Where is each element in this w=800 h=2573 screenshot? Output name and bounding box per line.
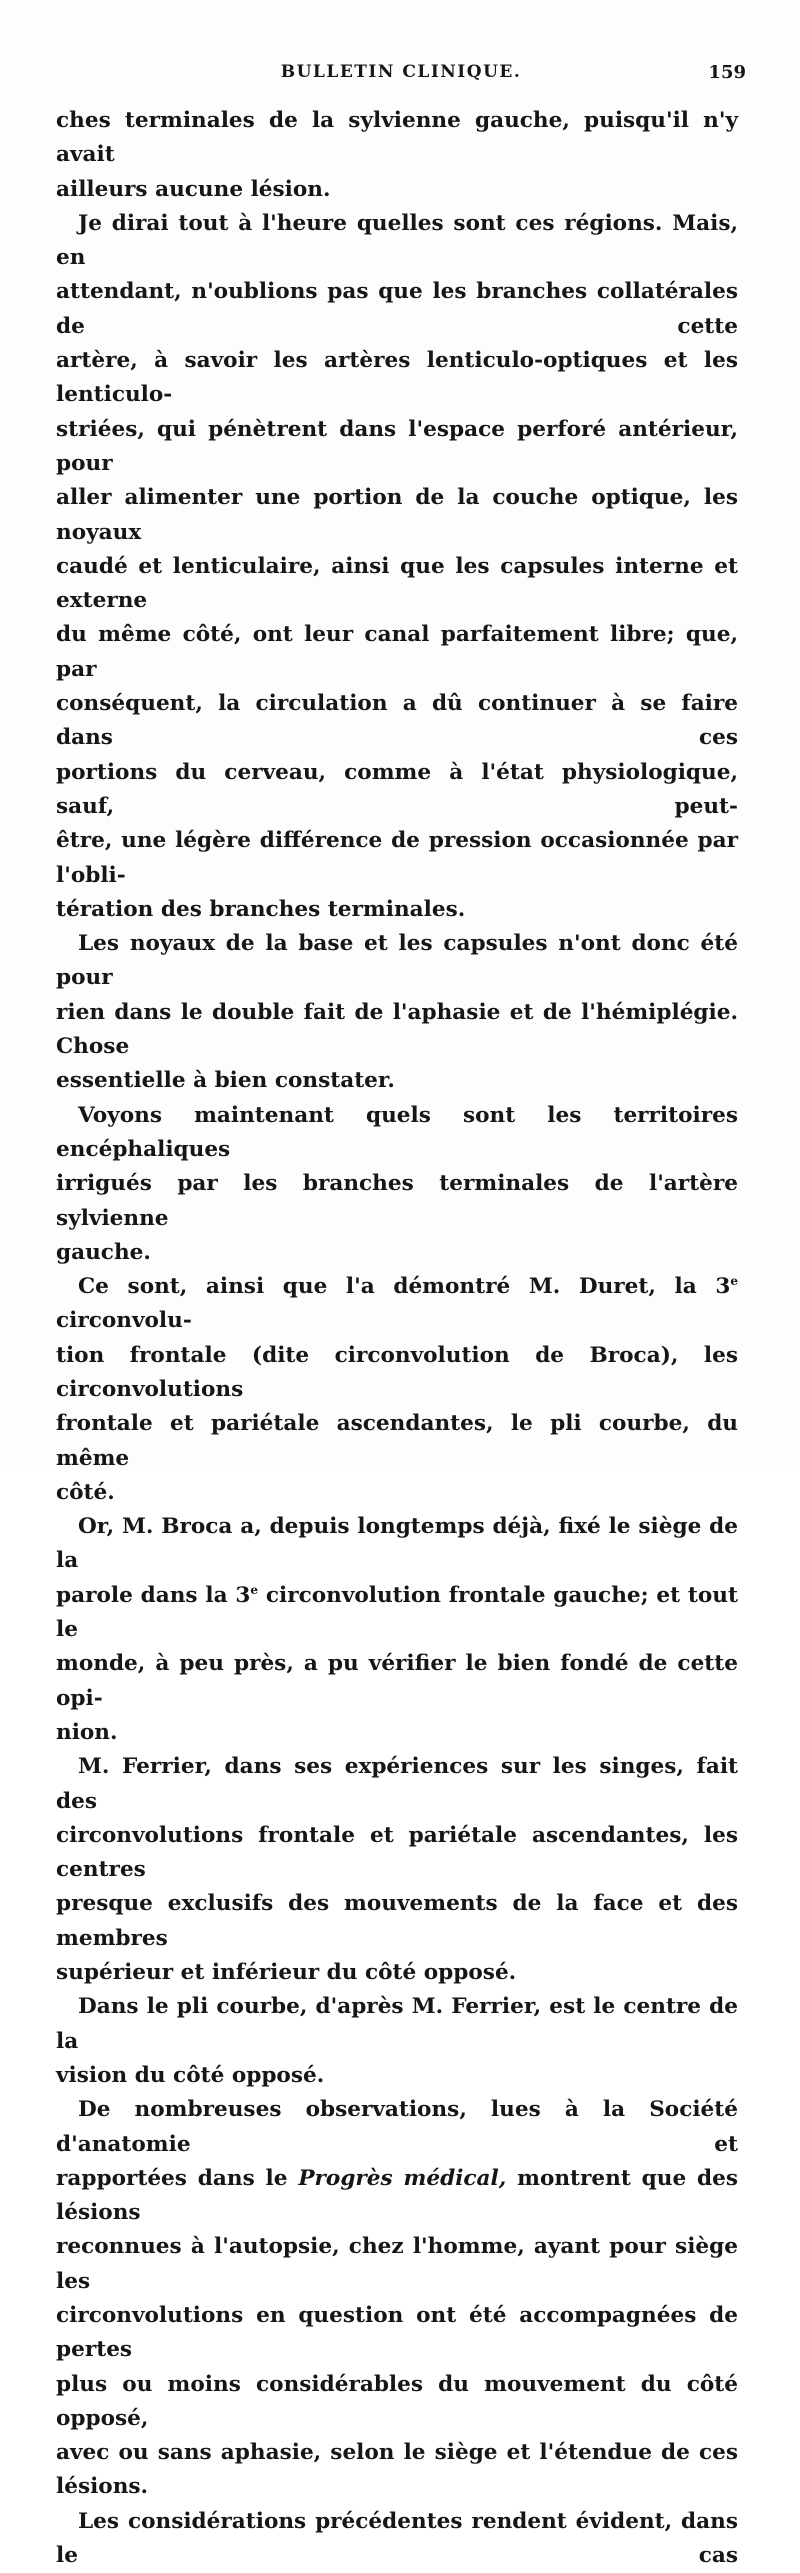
running-title: BULLETIN CLINIQUE.	[280, 62, 522, 82]
text-line: rapportées dans le Progrès médical, montrent que des lésions	[56, 2165, 738, 2226]
text-line: ches terminales de la sylvienne gauche, puisqu'il n'y avait	[56, 108, 738, 168]
text-line: M. Ferrier, dans ses expériences sur les singes, fait des	[56, 1754, 738, 1814]
text-line: plus ou moins considérables du mouvement du côté opposé,	[56, 2371, 738, 2431]
text-line: monde, à peu près, a pu vérifier le bien fondé de cette opi-	[56, 1651, 738, 1711]
text-line: attendant, n'oublions pas que les branches collatérales de cette	[56, 279, 738, 339]
text-line: rien dans le double fait de l'aphasie et de l'hémiplégie. Chose	[56, 999, 738, 1060]
text-line: Voyons maintenant quels sont les territoires encéphaliques	[56, 1102, 738, 1162]
text-line: ailleurs aucune lésion.	[56, 176, 331, 202]
text-line: irrigués par les branches terminales de l'artère sylvienne	[56, 1171, 738, 1231]
text-line: supérieur et inférieur du côté opposé.	[56, 1960, 517, 1986]
text-line: Dans le pli courbe, d'après M. Ferrier, est le centre de la	[56, 1994, 738, 2054]
text-line: circonvolutions en question ont été accompagnées de pertes	[56, 2303, 738, 2363]
text-line: parole dans la 3e circonvolution frontale gauche; et tout le	[56, 1582, 738, 1643]
text-line: côté.	[56, 1479, 115, 1505]
text-line: striées, qui pénètrent dans l'espace perforé antérieur, pour	[56, 416, 738, 476]
journal-title: Progrès médical,	[298, 2165, 507, 2191]
text-line: tération des branches terminales.	[56, 896, 466, 922]
text-line: Les noyaux de la base et les capsules n'ont donc été pour	[56, 931, 738, 991]
text-line: caudé et lenticulaire, ainsi que les capsules interne et externe	[56, 553, 738, 614]
text-line: Ce sont, ainsi que l'a démontré M. Duret, la 3e circonvolu-	[56, 1273, 738, 1334]
text-line: artère, à savoir les artères lenticulo-optiques et les lenticulo-	[56, 348, 738, 408]
text-line: avec ou sans aphasie, selon le siège et l'étendue de ces lésions.	[56, 2440, 738, 2500]
text-line: nion.	[56, 1719, 118, 1745]
text-line: aller alimenter une portion de la couche optique, les noyaux	[56, 485, 738, 545]
text-line: conséquent, la circulation a dû continuer à se faire dans ces	[56, 691, 738, 751]
text-line: du même côté, ont leur canal parfaitement libre; que, par	[56, 622, 738, 682]
text-line: De nombreuses observations, lues à la Société d'anatomie et	[56, 2097, 738, 2157]
text-line: Je dirai tout à l'heure quelles sont ces régions. Mais, en	[56, 210, 738, 271]
text-line: portions du cerveau, comme à l'état physiologique, sauf, peut-	[56, 759, 738, 819]
text-line: Or, M. Broca a, depuis longtemps déjà, fixé le siège de la	[56, 1514, 738, 1574]
text-line: vision du côté opposé.	[56, 2062, 325, 2088]
text-line: reconnues à l'autopsie, chez l'homme, ayant pour siège les	[56, 2234, 738, 2294]
text-line: gauche.	[56, 1239, 151, 1265]
text-line: tion frontale (dite circonvolution de Broca), les circonvolutions	[56, 1342, 738, 1402]
text-line: frontale et pariétale ascendantes, le pli courbe, du même	[56, 1411, 738, 1471]
text-line: être, une légère différence de pression occasionnée par l'obli-	[56, 828, 738, 888]
text-line: Les considérations précédentes rendent évident, dans le cas	[56, 2508, 738, 2569]
text-line: circonvolutions frontale et pariétale ascendantes, les centres	[56, 1822, 738, 1883]
text-line: essentielle à bien constater.	[56, 1068, 395, 1094]
page-number: 159	[708, 62, 746, 83]
body-text	[56, 104, 738, 2573]
text-line: presque exclusifs des mouvements de la face et des membres	[56, 1891, 738, 1951]
running-head	[56, 62, 746, 92]
